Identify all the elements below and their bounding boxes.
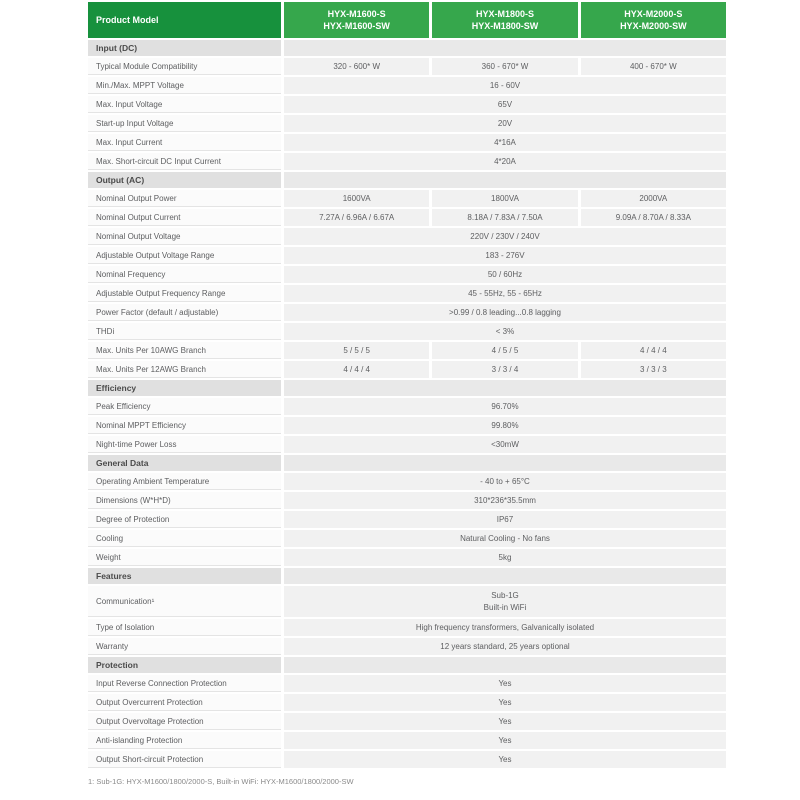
header-model-col-1 (284, 2, 429, 38)
section-filler (284, 40, 726, 56)
table-row (88, 153, 726, 170)
row-label: Power Factor (default / adjustable) (88, 304, 281, 321)
row-label: Max. Input Current (88, 134, 281, 151)
row-value: 400 - 670* W (581, 58, 726, 75)
section-header-row (88, 568, 726, 584)
section-header-row (88, 40, 726, 56)
table-row (88, 342, 726, 359)
table-row (88, 732, 726, 749)
section-filler (284, 172, 726, 188)
section-header-row (88, 455, 726, 471)
row-label: Adjustable Output Frequency Range (88, 285, 281, 302)
table-row (88, 530, 726, 547)
header-model-col-2 (432, 2, 577, 38)
row-label: Dimensions (W*H*D) (88, 492, 281, 509)
row-value: 16 - 60V (284, 77, 726, 94)
section-filler (284, 380, 726, 396)
row-value: Yes (284, 713, 726, 730)
row-value: High frequency transformers, Galvanically isolated (284, 619, 726, 636)
row-value: 183 - 276V (284, 247, 726, 264)
row-label: Nominal Output Current (88, 209, 281, 226)
row-value: 99.80% (284, 417, 726, 434)
row-value: 96.70% (284, 398, 726, 415)
row-label: Max. Input Voltage (88, 96, 281, 113)
row-value: 8.18A / 7.83A / 7.50A (432, 209, 577, 226)
row-value: 4*16A (284, 134, 726, 151)
table-row (88, 417, 726, 434)
table-row (88, 323, 726, 340)
table-row (88, 134, 726, 151)
table-row (88, 619, 726, 636)
section-filler (284, 568, 726, 584)
row-label: Output Short-circuit Protection (88, 751, 281, 768)
row-label: Max. Short-circuit DC Input Current (88, 153, 281, 170)
table-row (88, 190, 726, 207)
row-label: Warranty (88, 638, 281, 655)
row-label: Nominal Frequency (88, 266, 281, 283)
row-value: 5kg (284, 549, 726, 566)
row-value: Yes (284, 732, 726, 749)
table-row (88, 96, 726, 113)
table-row (88, 228, 726, 245)
value-line: Sub-1G (491, 590, 519, 600)
header-product-model: Product Model (88, 2, 281, 38)
row-value: 5 / 5 / 5 (284, 342, 429, 359)
row-value: 9.09A / 8.70A / 8.33A (581, 209, 726, 226)
row-value: 3 / 3 / 3 (581, 361, 726, 378)
table-row (88, 638, 726, 655)
section-title: Output (AC) (88, 172, 281, 188)
table-row (88, 77, 726, 94)
row-label: Typical Module Compatibility (88, 58, 281, 75)
table-row (88, 285, 726, 302)
row-value: IP67 (284, 511, 726, 528)
section-title: Input (DC) (88, 40, 281, 56)
row-label: Nominal Output Voltage (88, 228, 281, 245)
model-name-line: HYX-M1600-SW (323, 21, 390, 31)
row-label: Output Overvoltage Protection (88, 713, 281, 730)
table-row (88, 694, 726, 711)
table-row (88, 713, 726, 730)
section-title: General Data (88, 455, 281, 471)
table-row (88, 436, 726, 453)
row-value: Yes (284, 751, 726, 768)
row-value: 3 / 3 / 4 (432, 361, 577, 378)
row-value: < 3% (284, 323, 726, 340)
table-row (88, 473, 726, 490)
row-label: Operating Ambient Temperature (88, 473, 281, 490)
row-value: 1600VA (284, 190, 429, 207)
row-label: Anti-islanding Protection (88, 732, 281, 749)
section-filler (284, 455, 726, 471)
row-label: Weight (88, 549, 281, 566)
table-row (88, 115, 726, 132)
table-row (88, 58, 726, 75)
table-row (88, 209, 726, 226)
row-value (284, 586, 726, 617)
row-value: 2000VA (581, 190, 726, 207)
spec-table (88, 2, 726, 786)
row-label: Degree of Protection (88, 511, 281, 528)
row-value: Natural Cooling - No fans (284, 530, 726, 547)
row-label: THDi (88, 323, 281, 340)
table-row (88, 398, 726, 415)
row-value: 4*20A (284, 153, 726, 170)
table-row (88, 492, 726, 509)
model-name-line: HYX-M1600-S (327, 8, 386, 19)
row-label: Nominal Output Power (88, 190, 281, 207)
row-value: 4 / 4 / 4 (581, 342, 726, 359)
section-title: Features (88, 568, 281, 584)
footnote: 1: Sub-1G: HYX-M1600/1800/2000-S, Built-in WiFi: HYX-M1600/1800/2000-SW (88, 777, 354, 786)
row-label: Start-up Input Voltage (88, 115, 281, 132)
row-value: 360 - 670* W (432, 58, 577, 75)
row-value: 1800VA (432, 190, 577, 207)
row-value: 12 years standard, 25 years optional (284, 638, 726, 655)
row-label: Adjustable Output Voltage Range (88, 247, 281, 264)
model-name-line: HYX-M1800-S (475, 8, 534, 19)
section-filler (284, 657, 726, 673)
table-row (88, 247, 726, 264)
row-value: 45 - 55Hz, 55 - 65Hz (284, 285, 726, 302)
table-row (88, 304, 726, 321)
table-row (88, 511, 726, 528)
table-header-row (88, 2, 726, 38)
row-value: 50 / 60Hz (284, 266, 726, 283)
table-row (88, 361, 726, 378)
row-value: <30mW (284, 436, 726, 453)
row-label: Night-time Power Loss (88, 436, 281, 453)
row-label: Type of Isolation (88, 619, 281, 636)
section-title: Efficiency (88, 380, 281, 396)
spec-table-body (88, 40, 726, 768)
table-row (88, 751, 726, 768)
table-row (88, 675, 726, 692)
row-value: 4 / 5 / 5 (432, 342, 577, 359)
header-model-col-3 (581, 2, 726, 38)
row-label: Output Overcurrent Protection (88, 694, 281, 711)
row-value: 65V (284, 96, 726, 113)
row-label: Nominal MPPT Efficiency (88, 417, 281, 434)
row-value: Yes (284, 694, 726, 711)
row-label: Peak Efficiency (88, 398, 281, 415)
table-row (88, 266, 726, 283)
row-value: 7.27A / 6.96A / 6.67A (284, 209, 429, 226)
model-name-line: HYX-M2000-S (624, 8, 683, 19)
row-value: 320 - 600* W (284, 58, 429, 75)
row-label: Max. Units Per 10AWG Branch (88, 342, 281, 359)
row-value: 310*236*35.5mm (284, 492, 726, 509)
value-line: Built-in WiFi (483, 602, 527, 612)
row-label: Input Reverse Connection Protection (88, 675, 281, 692)
table-row (88, 549, 726, 566)
row-value: 4 / 4 / 4 (284, 361, 429, 378)
row-value: Yes (284, 675, 726, 692)
section-header-row (88, 380, 726, 396)
row-value: >0.99 / 0.8 leading...0.8 lagging (284, 304, 726, 321)
row-label: Max. Units Per 12AWG Branch (88, 361, 281, 378)
model-name-line: HYX-M1800-SW (471, 21, 539, 31)
row-value: - 40 to + 65°C (284, 473, 726, 490)
row-label: Communication¹ (88, 586, 281, 617)
section-header-row (88, 172, 726, 188)
section-title: Protection (88, 657, 281, 673)
row-label: Min./Max. MPPT Voltage (88, 77, 281, 94)
row-value: 20V (284, 115, 726, 132)
row-value: 220V / 230V / 240V (284, 228, 726, 245)
table-row (88, 586, 726, 617)
model-name-line: HYX-M2000-SW (620, 21, 687, 31)
section-header-row (88, 657, 726, 673)
row-label: Cooling (88, 530, 281, 547)
